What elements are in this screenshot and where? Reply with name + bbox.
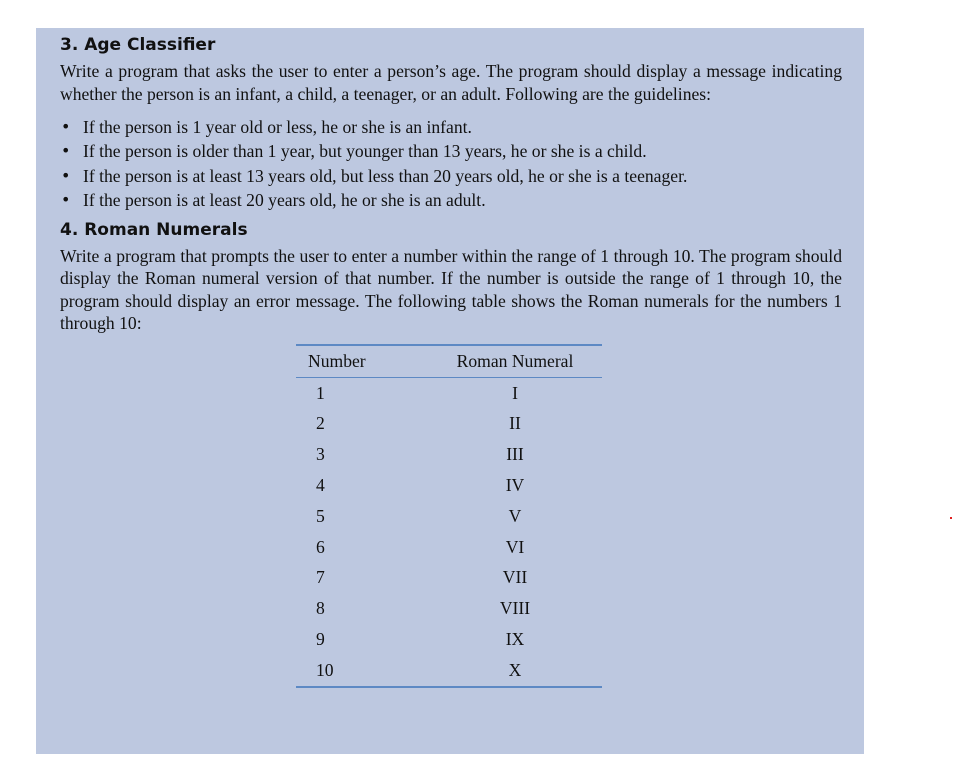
bullet-icon: •: [61, 165, 71, 185]
table-row: [296, 624, 602, 655]
list-item: [60, 164, 842, 188]
number-cell: 5: [316, 505, 325, 526]
roman-numeral-cell: VI: [505, 536, 525, 557]
stray-red-dot: [950, 517, 952, 519]
number-cell: 9: [316, 628, 325, 649]
roman-numeral-cell: VII: [502, 567, 528, 588]
bullet-icon: •: [61, 190, 71, 210]
table-row: [296, 532, 602, 563]
number-cell: 6: [316, 536, 325, 557]
column-header-roman-numeral: Roman Numeral: [428, 345, 602, 378]
table-row: [296, 593, 602, 624]
roman-numeral-cell: II: [509, 413, 521, 434]
section-4-intro: Write a program that prompts the user to enter a number within the range of 1 through 10. The program should display the Roman numeral version of that number. If the number is outside the range of 1 through 10, the program should display an error message. The following table shows the Roman numerals for the numbers 1 through 10:: [60, 245, 842, 334]
table-row: [296, 377, 602, 408]
number-cell: 4: [316, 474, 325, 495]
roman-numeral-cell: III: [506, 444, 524, 465]
section-4-heading: 4. Roman Numerals: [60, 219, 248, 240]
roman-numeral-cell: IV: [505, 474, 525, 495]
roman-numeral-cell: VIII: [499, 598, 531, 619]
list-item-text: If the person is older than 1 year, but younger than 13 years, he or she is a child.: [83, 141, 647, 162]
section-3-intro: Write a program that asks the user to enter a person’s age. The program should display a message indicating whether the person is an infant, a child, a teenager, or an adult. Following are the guidelines:: [60, 61, 842, 104]
number-cell: 2: [316, 413, 325, 434]
guidelines-list: [60, 115, 842, 213]
number-cell: 7: [316, 567, 325, 588]
roman-numeral-table: [296, 344, 602, 688]
roman-numeral-cell: IX: [505, 628, 525, 649]
table-row: [296, 408, 602, 439]
table-row: [296, 562, 602, 593]
roman-numeral-table-wrapper: [296, 344, 602, 688]
roman-numeral-cell: I: [512, 382, 518, 403]
table-row: [296, 501, 602, 532]
roman-numeral-cell: V: [508, 505, 522, 526]
list-item-text: If the person is at least 13 years old, but less than 20 years old, he or she is a teenager.: [83, 165, 688, 186]
number-cell: 3: [316, 444, 325, 465]
table-row: [296, 655, 602, 687]
exercise-panel: [36, 28, 864, 754]
list-item-text: If the person is 1 year old or less, he or she is an infant.: [83, 117, 472, 137]
table-row: [296, 470, 602, 501]
roman-numeral-cell: X: [428, 655, 602, 687]
list-item: [60, 115, 842, 139]
section-3-heading: 3. Age Classifier: [60, 35, 216, 55]
list-item: [60, 188, 842, 212]
list-item: [60, 139, 842, 163]
number-cell: 8: [316, 598, 325, 619]
bullet-icon: •: [61, 141, 71, 161]
column-header-number: Number: [296, 345, 428, 378]
number-cell: 1: [316, 382, 325, 403]
list-item-text: If the person is at least 20 years old, he or she is an adult.: [83, 190, 486, 211]
table-header-row: [296, 345, 602, 378]
bullet-icon: •: [61, 117, 71, 136]
table-row: [296, 439, 602, 470]
number-cell: 10: [296, 655, 428, 687]
